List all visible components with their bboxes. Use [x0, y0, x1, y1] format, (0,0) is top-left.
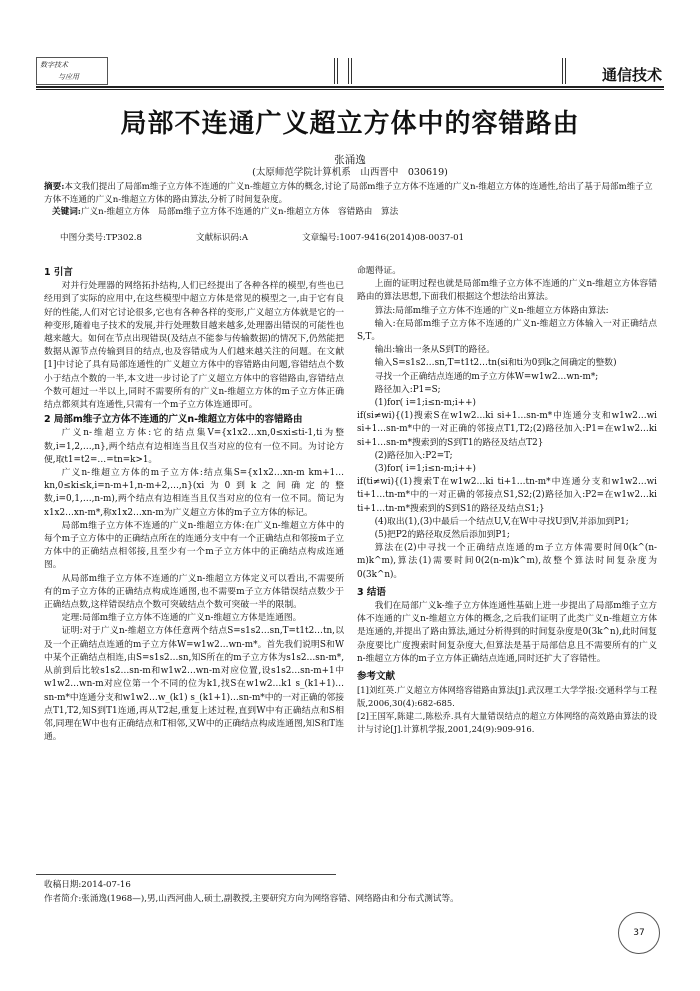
- abstract: 摘要:本文我们提出了局部m维子立方体不连通的广义n-维超立方体的概念,讨论了局部m维子立方体不连通的广义n-维超立方体的连通性,给出了基于局部m维子立方体不连通的广义n-维超立方体的路由算法,分析了时间复杂度。: [44, 182, 653, 205]
- paragraph: 广义n-维超立方体的m子立方体:结点集S={x1x2…xn-m km+1…kn,0≤ki≤k,i=n-m+1,n-m+2,…,n}(xi为0到k之间确定的整数,i=0,1,…,n-m),两个结点有边相连当且仅当对应的位有一位不同。简记为x1x2…xn-m*,称x1x2…xn-m为广义超立方体的m子立方体的标记。: [44, 468, 344, 518]
- header-bars: [330, 58, 370, 84]
- section-2-title: 2 局部m维子立方体不连通的广义n-维超立方体中的容错路由: [44, 414, 303, 426]
- paragraph: 命题得证。: [357, 266, 401, 276]
- logo-line1: 数字技术: [40, 61, 68, 69]
- paper-author: 张涌逸: [334, 154, 366, 166]
- section-3-title: 3 结语: [357, 586, 386, 598]
- section-tag: 通信技术: [601, 66, 662, 84]
- paper-meta: [60, 231, 660, 243]
- references-title: 参考文献: [357, 671, 396, 683]
- clc-code: 中图分类号:TP302.8: [60, 233, 142, 243]
- section-1-title: 1 引言: [44, 267, 73, 278]
- reference-item: [1]刘红英.广义超立方体网络容错路由算法[J].武汉理工大学学报:交通科学与工程版,2006,30(4):682-685.: [357, 685, 657, 709]
- algorithm-output: 输出:输出一条从S到T的路径。: [374, 345, 496, 356]
- algorithm-step: if(ti≠wi){(1)搜索T在w1w2…ki ti+1…tn-m*中连通分支和w1w2…wi ti+1…tn-m*中的一对正确的邻接点S1,S2;(2)路径加入:P2=在w1w2…ki ti+1…tn-m*搜索到的S到S1的路径及结点S1;}: [357, 477, 657, 514]
- paper-title: 局部不连通广义超立方体中的容错路由: [120, 109, 580, 139]
- right-column: [357, 265, 657, 735]
- algorithm-step: if(si≠wi){(1)搜索S在w1w2…ki si+1…sn-m*中连通分支和w1w2…wi si+1…sn-m*中的一对正确的邻接点T1,T2;(2)路径加入:P1=在w1w2…ki si+1…sn-m*搜索到的S到T1的路径及结点T2}: [357, 411, 657, 448]
- footer-rule: [36, 874, 336, 875]
- header-rule: [36, 86, 664, 88]
- keywords: 关键词:广义n-维超立方体 局部m维子立方体不连通的广义n-维超立方体 容错路由 算法: [52, 207, 399, 217]
- paragraph: 局部m维子立方体不连通的广义n-维超立方体:在广义n-维超立方体中的每个m子立方体中的正确结点所在的连通分支中有一个正确结点和邻接m子立方体中的正确结点相邻接,且至少有一个m子立方体中的正确结点构成连通图。: [44, 520, 344, 571]
- logo-line2: 与应用: [58, 73, 79, 81]
- header-bars-right: [560, 58, 580, 84]
- reference-item: [2]王国军,陈建二,陈松乔.具有大量错误结点的超立方体网络的高效路由算法的设计与讨论[J].计算机学报,2001,24(9):909-916.: [357, 710, 657, 734]
- algorithm-step: (3)for( i=1;i≤n-m;i++): [374, 464, 476, 475]
- article-number: 文章编号:1007-9416(2014)08-0037-01: [302, 233, 465, 243]
- algorithm-input: 输入:在局部m维子立方体不连通的广义n-维超立方体输入一对正确结点S,T。: [357, 318, 657, 343]
- algorithm-title: 算法:局部m维子立方体不连通的广义n-维超立方体路由算法:: [374, 305, 609, 316]
- paragraph: 上面的证明过程也就是局部m维子立方体不连通的广义n-维超立方体容错路由的算法思想,下面我们根据这个想法给出算法。: [357, 279, 657, 303]
- algorithm-step: (1)for( i=1;i≤n-m;i++): [374, 398, 476, 409]
- author-bio: 作者简介:张涌逸(1968—),男,山西河曲人,硕士,副教授,主要研究方向为网络容错、网络路由和分布式测试等。: [44, 894, 459, 904]
- footer-notes: [44, 878, 664, 906]
- paragraph: 广义n-维超立方体:它的结点集V={x1x2…xn,0≤xi≤ti-1,ti为整数,i=1,2,…,n},两个结点有边相连当且仅当对应的位有一位不同。为讨论方便,取t1=t2=…=tn=k>1。: [44, 428, 344, 465]
- paragraph: 对并行处理器的网络拓扑结构,人们已经提出了各种各样的模型,有些也已经用到了实际的应用中,在这些模型中超立方体是常见的模型之一,由于它有良好的性能,人们对它讨论很多,它也有各种各样的变形,广义超立方体就是它的一种变形,随着电子技术的发展,并行处理数目越来越多,处理器出错误的可能性也越来越大。如何在节点出现错误(及结点不能参与传输数据)的情况下,仍然能把数据从源节点传输到目的结点,也及容错成为人们越来越关注的问题。在文献[1]中讨论了具有局部连通性的广义超立方体中的容错路由问题,容错结点个数小于结点个数的一半,本文进一步讨论了广义超立方体中的容错路由,容错结点个数可超过一半以上,同时不需要所有的广义n-维超立方体的m子立方体正确结点都须其有连通性,只需有一个m子立方体连通即可。: [44, 281, 344, 411]
- paragraph: 我们在局部广义k-维子立方体连通性基础上进一步提出了局部m维子立方体不连通的广义n-维超立方体的概念,之后我们证明了此类广义n-维超立方体是连通的,并提出了路由算法,通过分析得到的时间复杂度是0(3k^n),此时间复杂度要比广度搜索时间复杂度大,但算法是基于局部信息且不需要所有的广义n-维超立方体的m子立方体正确结点连通,同时还扩大了容错性。: [357, 601, 657, 664]
- algorithm-step: 输入S=s1s2…sn,T=t1t2…tn(si和ti为0到k之间确定的整数): [374, 358, 617, 369]
- journal-logo: [36, 57, 108, 85]
- algorithm-step: 寻找一个正确结点连通的m子立方体W=w1w2…wn-m*;: [374, 371, 599, 382]
- page-number-badge: [618, 912, 660, 954]
- algorithm-step: 算法在(2)中寻找一个正确结点连通的m子立方体需要时间0(k^(n-m)k^m),算法(1)需要时间0(2(n-m)k^m),故整个算法时间复杂度为0(3k^n)。: [357, 543, 657, 580]
- algorithm-step: 路径加入:P1=S;: [374, 384, 441, 395]
- page-number: 37: [633, 928, 645, 938]
- left-column: [44, 265, 344, 744]
- doc-code: 文献标识码:A: [195, 233, 249, 243]
- abstract-block: [44, 181, 656, 219]
- paragraph: 从局部m维子立方体不连通的广义n-维超立方体定义可以看出,不需要所有的m子立方体的正确结点构成连通图,也不需要m子立方体错误结点数少于正确结点数,这样错误结点个数可突破结点个数可突破一半的限制。: [44, 573, 344, 611]
- references: [357, 684, 657, 735]
- paragraph: 定理:局部m维子立方体不连通的广义n-维超立方体是连通图。: [61, 613, 302, 624]
- received-date: 收稿日期:2014-07-16: [44, 880, 131, 890]
- algorithm-step: (5)把P2的路径取反然后添加到P1;: [374, 530, 510, 541]
- header-rule-thin: [36, 89, 664, 90]
- paragraph: 证明:对于广义n-维超立方体任意两个结点S=s1s2…sn,T=t1t2…tn,以及一个正确结点连通的m子立方体W=w1w2…wn-m*。首先我们说明S和W中某个正确结点相连,由S=s1s2…sn,知S所在的m子立方体为s1s2…sn-m*,从前到后比较s1s2…sn-m和w1w2…wn-m对应位置,设s1s2…sn-m+1中w1w2…wn-m对应位第一个不同的位为k1,找S在w1w2…k1 s_(k1+1)…sn-m*中连通分支和w1w2…w_(k1) s_(k1+1)…sn-m*中的一对正确的邻接点T1,T2,知S到T1连通,再从T2起,重复上述过程,直到W中有正确结点和S相邻,同理在W中也有正确结点和T相邻,又W中的正确结点构成连通图,知S和T连通。: [44, 626, 344, 743]
- algorithm-step: (2)路径加入:P2=T;: [374, 450, 453, 461]
- algorithm-step: (4)取出(1),(3)中最后一个结点U,V,在W中寻找U到V,并添加到P1;: [374, 516, 629, 527]
- paper-affiliation: (太原师范学院计算机系 山西晋中 030619): [252, 167, 448, 178]
